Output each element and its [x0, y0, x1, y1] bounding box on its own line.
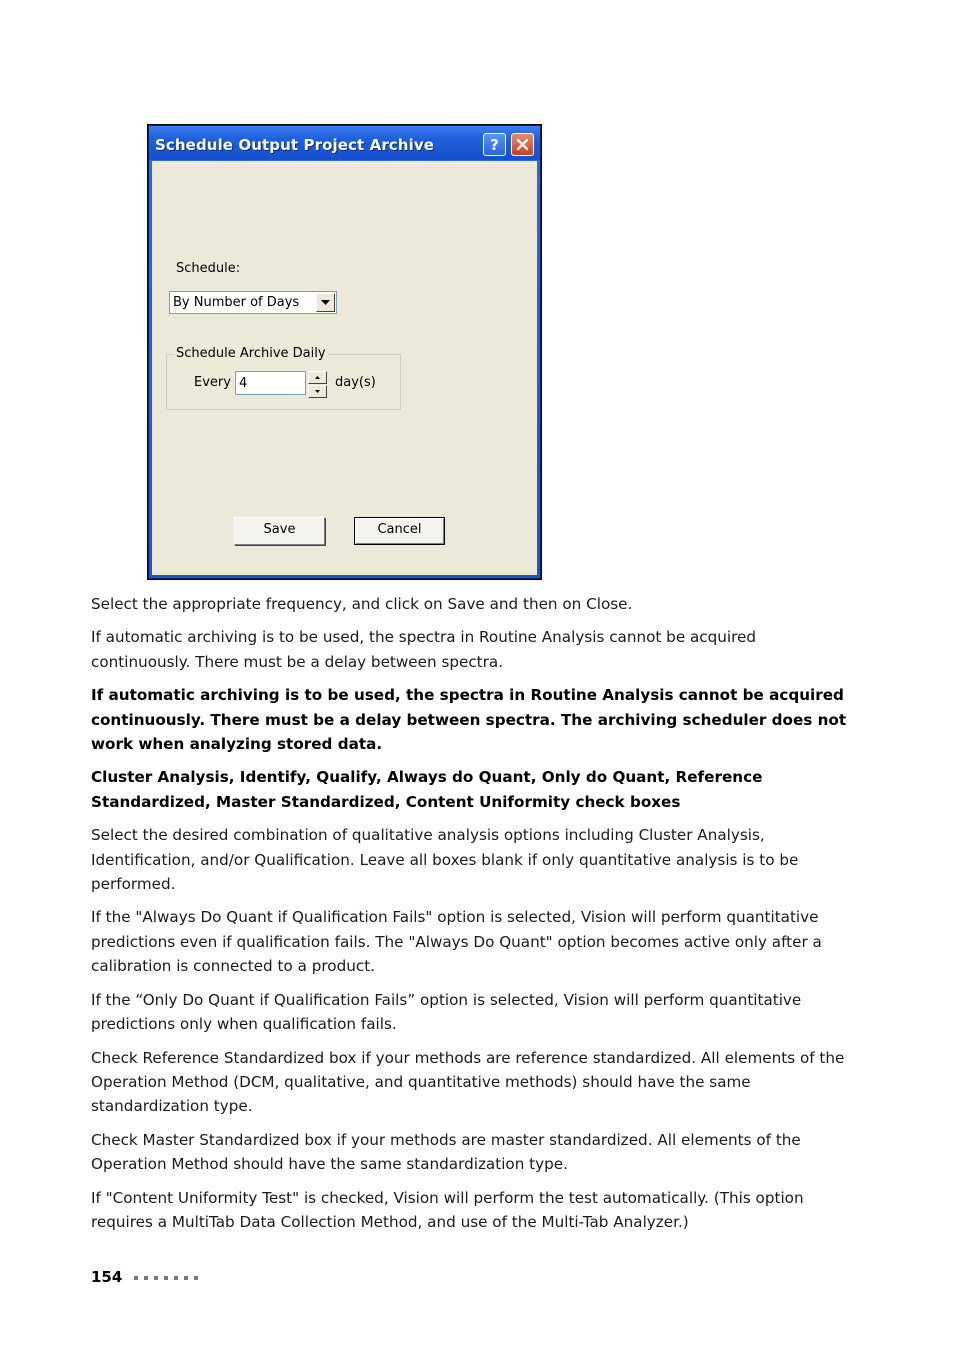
paragraph: Check Reference Standardized box if your methods are reference standardized. All elements of the Operation Method (DCM, qualitative, and quantitative methods) should have the same standardization type.: [91, 1048, 845, 1116]
dialog-frame: [149, 126, 540, 578]
days-spinner[interactable]: [308, 371, 327, 398]
every-label: Every: [194, 375, 231, 390]
spin-down-button[interactable]: [308, 385, 327, 398]
paragraph: Check Master Standardized box if your methods are master standardized. All elements of the Operation Method should have the same standardization type.: [91, 1130, 801, 1174]
cancel-button[interactable]: Cancel: [354, 517, 445, 545]
dialog-titlebar[interactable]: [149, 126, 540, 160]
schedule-archive-dialog: [147, 124, 542, 580]
paragraph: If automatic archiving is to be used, the spectra in Routine Analysis cannot be acquired continuously. There must be a delay between spectra.: [91, 628, 757, 671]
document-body: [91, 592, 851, 1243]
paragraph: Select the appropriate frequency, and click on Save and then on Close.: [91, 595, 633, 613]
help-button[interactable]: [483, 133, 506, 156]
arrow-down-icon: [315, 390, 320, 393]
schedule-archive-daily-group: [166, 346, 401, 410]
days-input[interactable]: [235, 371, 306, 395]
paragraph: If the “Only Do Quant if Qualification Fails” option is selected, Vision will perform quantitative predictions only when qualification fails.: [91, 990, 802, 1034]
spin-up-button[interactable]: [308, 371, 327, 384]
footer-dots-decoration: [134, 1269, 204, 1287]
note-paragraph: If automatic archiving is to be used, the spectra in Routine Analysis cannot be acquired continuously. There must be a delay between spectra. The archiving scheduler does not work when analyzing stored data.: [91, 686, 847, 754]
paragraph: If "Content Uniformity Test" is checked, Vision will perform the test automatically. (This option requires a MultiTab Data Collection Method, and use of the Multi-Tab Analyzer.): [91, 1188, 804, 1231]
close-icon: [514, 136, 531, 153]
schedule-dropdown-value: By Number of Days: [173, 295, 300, 310]
dialog-title: Schedule Output Project Archive: [155, 136, 434, 154]
schedule-label: Schedule:: [176, 261, 241, 276]
arrow-up-icon: [315, 376, 320, 379]
close-button[interactable]: [511, 133, 534, 156]
dropdown-button[interactable]: [316, 293, 335, 312]
question-mark-icon: [486, 136, 503, 153]
save-button[interactable]: Save: [234, 517, 325, 545]
page-number: 154: [91, 1268, 123, 1286]
chevron-down-icon: [321, 300, 330, 305]
dialog-client-area: [152, 161, 537, 575]
schedule-dropdown[interactable]: [169, 291, 337, 314]
section-heading: Cluster Analysis, Identify, Qualify, Always do Quant, Only do Quant, Reference Standardized, Master Standardized, Content Uniformity check boxes: [91, 768, 763, 811]
days-unit-label: day(s): [335, 375, 376, 390]
group-title: Schedule Archive Daily: [176, 346, 326, 361]
paragraph: If the "Always Do Quant if Qualification Fails" option is selected, Vision will perform quantitative predictions even if qualification fails. The "Always Do Quant" option becomes active only after a calibration is connected to a product.: [91, 908, 822, 976]
paragraph: Select the desired combination of qualitative analysis options including Cluster Analysis, Identification, and/or Qualification. Leave all boxes blank if only quantitative analysis is to be performed.: [91, 826, 799, 894]
svg-text:?: ?: [490, 136, 499, 153]
page-footer: [91, 1268, 204, 1292]
